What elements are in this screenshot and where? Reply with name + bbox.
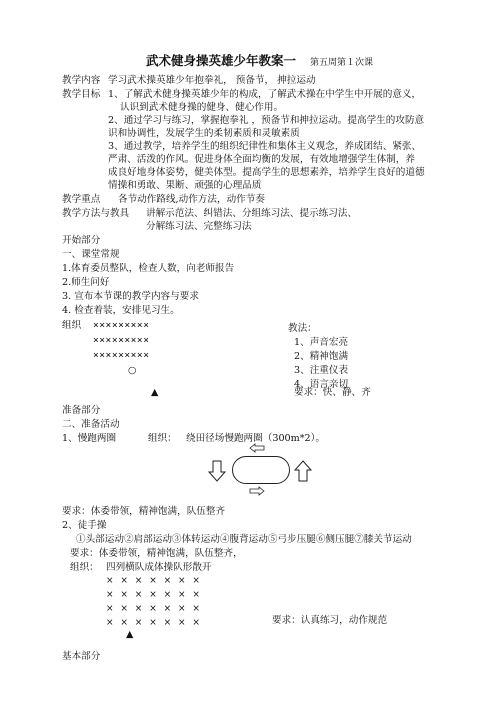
methods-line: 讲解示范法、纠错法、分组练习法、提示练习法、 bbox=[146, 208, 358, 219]
goals-line: 识和协调性，发展学生的柔韧素质和灵敏素质 bbox=[108, 128, 300, 139]
prep-item-label: 1、慢跑两圈 bbox=[62, 433, 117, 444]
start-part-heading: 开始部分 bbox=[62, 235, 101, 246]
method-label: 教法： bbox=[288, 323, 317, 334]
exercise-list: ①头部运动②肩部运动③体转运动④腹背运动⑤弓步压腿⑥侧压腿⑦膝关节运动 bbox=[76, 534, 412, 545]
arrow-right-icon bbox=[249, 486, 265, 496]
track-oval bbox=[232, 456, 290, 484]
teacher-circle-mark: ○ bbox=[128, 365, 137, 376]
start-item: 3. 宣布本节课的教学内容与要求 bbox=[62, 291, 199, 302]
triangle-mark: ▲ bbox=[151, 387, 159, 398]
arrow-down-icon bbox=[208, 460, 226, 482]
start-item: 4. 检查着装，安排见习生。 bbox=[62, 305, 180, 316]
focus-label: 教学重点 bbox=[62, 194, 101, 205]
formation-row: × × × × × × × bbox=[106, 618, 202, 628]
content-text: 学习武术操英雄少年抱拳礼， 预备节， 抻拉运动 bbox=[108, 75, 316, 86]
lesson-number: 第五周第１次课 bbox=[310, 58, 374, 68]
goals-line: 2、通过学习与练习，掌握抱拳礼 ，预备节和抻拉运动。提高学生的攻防意 bbox=[108, 115, 425, 126]
method-item: 1、声音宏亮 bbox=[294, 337, 349, 348]
method-item: 4、语言亲切 bbox=[294, 379, 349, 390]
focus-text: 各节动作路线,动作方法，动作节奏 bbox=[118, 194, 265, 205]
page-title: 武术健身操英雄少年教案一 bbox=[146, 53, 297, 68]
prep-requirement: 要求：体委带领，精神饱满，队伍整齐 bbox=[62, 506, 226, 517]
formation-row: ××××××××× bbox=[93, 320, 150, 331]
start-item: 2.师生问好 bbox=[62, 277, 110, 288]
prep-requirement: 要求：体委带领，精神饱满，队伍整齐， bbox=[70, 548, 243, 559]
prep-part-heading: 准备部分 bbox=[62, 405, 101, 416]
arrow-up-icon bbox=[294, 460, 312, 482]
prep-org-text: 四列横队成体操队形散开 bbox=[106, 562, 212, 573]
formation-row: ××××××××× bbox=[93, 335, 150, 346]
prep-org-label: 组织： bbox=[70, 562, 99, 573]
start-section: 一、课堂常规 bbox=[62, 249, 120, 260]
goals-line: 认识到武术健身操的健身、健心作用。 bbox=[120, 102, 284, 113]
method-item: 3、注重仪表 bbox=[294, 365, 349, 376]
method-item: 2、精神饱满 bbox=[294, 351, 349, 362]
formation-row: ××××××××× bbox=[93, 350, 150, 361]
prep-org-text: 绕田径场慢跑两圈（300m*2）。 bbox=[186, 433, 326, 444]
goals-label: 教学目标 bbox=[62, 89, 101, 100]
start-item: 1.体育委员整队，检查人数，向老师报告 bbox=[62, 263, 235, 274]
goals-line: 成良好地身体姿势，健美体型。提高学生的思想素养，培养学生良好的道德 bbox=[108, 167, 425, 178]
formation-row: × × × × × × × bbox=[106, 590, 202, 600]
prep-org-label: 组织： bbox=[148, 433, 177, 444]
prep-section: 二、准备活动 bbox=[62, 419, 120, 430]
arrow-left-icon bbox=[249, 443, 265, 453]
methods-line: 分解练习法、完整练习法 bbox=[146, 221, 252, 232]
basic-part-heading: 基本部分 bbox=[62, 651, 101, 662]
goals-line: 3、通过教学，培养学生的组织纪律性和集体主义观念，养成团结、紧张、 bbox=[108, 141, 422, 152]
prep-item-label: 2、徒手操 bbox=[62, 520, 107, 531]
content-label: 教学内容 bbox=[62, 75, 101, 86]
org-label: 组织 bbox=[62, 320, 82, 331]
methods-label: 教学方法与教具 bbox=[62, 208, 130, 219]
formation-row: × × × × × × × bbox=[106, 604, 202, 614]
formation-row: × × × × × × × bbox=[106, 576, 202, 586]
goals-line: 1、了解武术健身操英雄少年的构成，了解武术操在中学生中开展的意义， bbox=[108, 89, 422, 100]
prep-requirement: 要求：认真练习，动作规范 bbox=[272, 615, 388, 626]
goals-line: 情操和勇敢、果断、顽强的心理品质 bbox=[108, 180, 262, 191]
triangle-mark: ▲ bbox=[126, 629, 134, 640]
goals-line: 严肃、活泼的作风。促进身体全面均衡的发展，有效地增强学生体制，养 bbox=[108, 154, 415, 165]
requirement-text: 要求：快、静、齐 bbox=[294, 387, 371, 398]
